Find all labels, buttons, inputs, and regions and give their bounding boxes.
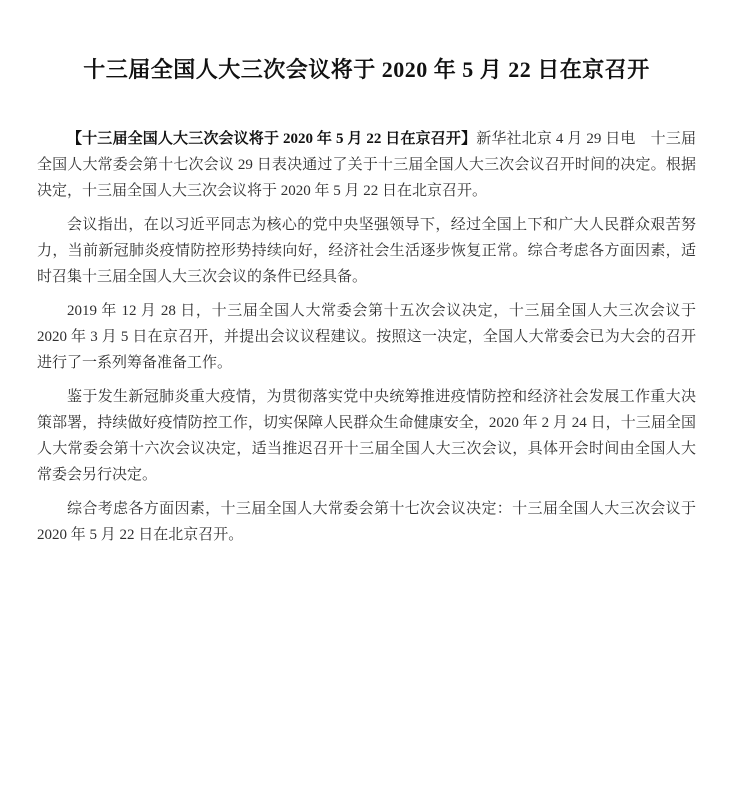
article-title: 十三届全国人大三次会议将于 2020 年 5 月 22 日在京召开 (83, 57, 650, 82)
article-paragraph: 【十三届全国人大三次会议将于 2020 年 5 月 22 日在京召开】新华社北京 4 月 29 日电 十三届全国人大常委会第十七次会议 29 日表决通过了关于十三届全国人大三次会议召开时间的决定。根据决定，十三届全国人大三次会议将于 2020 年 5 月 22 日在北京召开。 (37, 131, 696, 199)
article-paragraph: 综合考虑各方面因素，十三届全国人大常委会第十七次会议决定：十三届全国人大三次会议于 2020 年 5 月 22 日在北京召开。 (37, 501, 696, 543)
article-paragraph: 鉴于发生新冠肺炎重大疫情，为贯彻落实党中央统筹推进疫情防控和经济社会发展工作重大决策部署，持续做好疫情防控工作，切实保障人民群众生命健康安全，2020 年 2 月 24 日，十三届全国人大常委会第十六次会议决定，适当推迟召开十三届全国人大三次会议，具体开会时间由全国人大常委会另行决定。 (37, 389, 696, 483)
paragraph-lead-bold: 【十三届全国人大三次会议将于 2020 年 5 月 22 日在京召开】 (67, 131, 477, 147)
article-body (37, 126, 696, 548)
article-paragraph: 2019 年 12 月 28 日，十三届全国人大常委会第十五次会议决定，十三届全国人大三次会议于 2020 年 3 月 5 日在京召开，并提出会议议程建议。按照这一决定，全国人大常委会已为大会的召开进行了一系列筹备准备工作。 (37, 303, 696, 371)
article-paragraph: 会议指出，在以习近平同志为核心的党中央坚强领导下，经过全国上下和广大人民群众艰苦努力，当前新冠肺炎疫情防控形势持续向好，经济社会生活逐步恢复正常。综合考虑各方面因素，适时召集十三届全国人大三次会议的条件已经具备。 (37, 217, 696, 285)
